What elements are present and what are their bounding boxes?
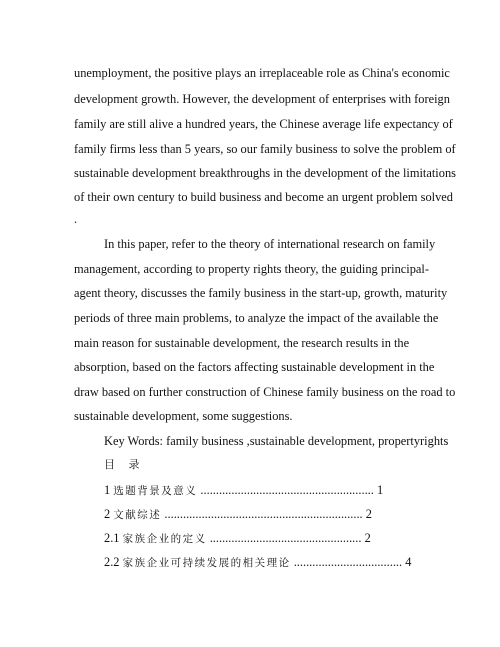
paragraph-line: main reason for sustainable development, the research results in the bbox=[74, 336, 410, 350]
toc-entry-page: 1 bbox=[373, 483, 384, 497]
paragraph-line: sustainable development, some suggestions. bbox=[74, 409, 293, 423]
toc-leader-dots: ................................................. bbox=[206, 531, 362, 545]
toc-entry-title: 选题背景及意义 bbox=[113, 485, 198, 497]
toc-entry[interactable] bbox=[104, 554, 411, 571]
toc-leader-dots: ................................................................ bbox=[161, 507, 363, 521]
paragraph-line: draw based on further construction of Chinese family business on the road to bbox=[74, 385, 456, 399]
keywords-line: Key Words: family business ,sustainable development, propertyrights bbox=[104, 434, 449, 448]
toc-entry-title: 家族企业可持续发展的相关理论 bbox=[122, 557, 291, 569]
toc-entry-number: 2 bbox=[104, 507, 114, 521]
paragraph-line: of their own century to build business and become an urgent problem solved bbox=[74, 190, 453, 204]
paragraph-line: periods of three main problems, to analyze the impact of the available the bbox=[74, 311, 439, 325]
toc-entry-title: 家族企业的定义 bbox=[122, 533, 207, 545]
paragraph-line: sustainable development breakthroughs in the development of the limitations bbox=[74, 166, 456, 180]
toc-entry-page: 2 bbox=[361, 531, 371, 545]
toc-entry[interactable] bbox=[104, 506, 372, 523]
paragraph-line: . bbox=[74, 212, 78, 226]
toc-leader-dots: ........................................................ bbox=[197, 483, 374, 497]
toc-leader-dots: ................................... bbox=[290, 555, 403, 569]
paragraph-line: management, according to property rights theory, the guiding principal- bbox=[74, 262, 429, 276]
toc-entry[interactable] bbox=[104, 530, 371, 547]
toc-entry-title: 文献综述 bbox=[113, 509, 162, 521]
paragraph-line: development growth. However, the development of enterprises with foreign bbox=[74, 92, 450, 106]
toc-entry-number: 2.1 bbox=[104, 531, 123, 545]
toc-title: 目 录 bbox=[104, 458, 145, 471]
paragraph-line: unemployment, the positive plays an irreplaceable role as China's economic bbox=[74, 66, 450, 80]
toc-entry-page: 4 bbox=[402, 555, 412, 569]
paragraph-line: absorption, based on the factors affecting sustainable development in the bbox=[74, 360, 435, 374]
paragraph-line: In this paper, refer to the theory of international research on family bbox=[104, 237, 436, 251]
paragraph-line: family firms less than 5 years, so our family business to solve the problem of bbox=[74, 142, 456, 156]
paragraph-line: agent theory, discusses the family business in the start-up, growth, maturity bbox=[74, 286, 448, 300]
toc-entry[interactable] bbox=[104, 482, 383, 499]
paragraph-line: family are still alive a hundred years, the Chinese average life expectancy of bbox=[74, 117, 453, 131]
toc-entry-number: 2.2 bbox=[104, 555, 123, 569]
toc-entry-page: 2 bbox=[362, 507, 372, 521]
toc-entry-number: 1 bbox=[104, 483, 114, 497]
